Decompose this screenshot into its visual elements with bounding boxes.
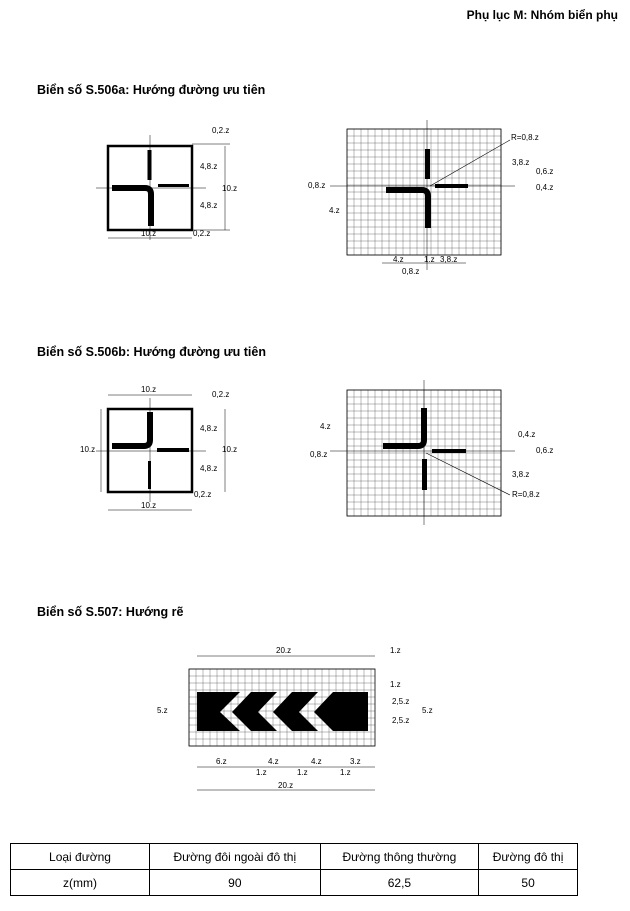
z-value-table bbox=[10, 843, 578, 896]
dim-label: 10.z bbox=[141, 501, 157, 510]
sign-s507-title: Biển số S.507: Hướng rẽ bbox=[37, 605, 184, 619]
dim-label: 3,8.z bbox=[512, 470, 530, 479]
table-header-cell: Đường đô thị bbox=[479, 844, 578, 870]
dim-label: 20.z bbox=[276, 646, 292, 655]
sign-s506a-symbol bbox=[330, 120, 515, 270]
dim-label: 0,8.z bbox=[402, 267, 420, 276]
dim-label: 1.z bbox=[256, 768, 267, 777]
table-header-cell: Loại đường bbox=[11, 844, 150, 870]
dim-label: 0,6.z bbox=[536, 446, 554, 455]
dim-label: 6.z bbox=[216, 757, 227, 766]
dim-label: 0,2.z bbox=[194, 490, 212, 499]
dim-label: 2,5.z bbox=[392, 716, 410, 725]
table-header-cell: Đường thông thường bbox=[320, 844, 479, 870]
table-row bbox=[11, 844, 578, 870]
dim-label: 10.z bbox=[222, 445, 238, 454]
dim-label: 5.z bbox=[422, 706, 433, 715]
dim-label: 1.z bbox=[340, 768, 351, 777]
dim-label: 4.z bbox=[393, 255, 404, 264]
dim-label: R=0,8.z bbox=[512, 490, 540, 499]
dim-label: 1.z bbox=[390, 680, 401, 689]
dim-label: 0,2.z bbox=[212, 126, 230, 135]
appendix-title: Phụ lục M: Nhóm biển phụ bbox=[466, 8, 618, 22]
dim-label: 2,5.z bbox=[392, 697, 410, 706]
dim-label: 4.z bbox=[329, 206, 340, 215]
dim-label: 0,8.z bbox=[308, 181, 326, 190]
dim-label: 4,8.z bbox=[200, 201, 218, 210]
dim-label: 4.z bbox=[268, 757, 279, 766]
dim-label: 20.z bbox=[278, 781, 294, 790]
sign-s506b-symbol bbox=[330, 380, 515, 525]
dim-label: 3,8.z bbox=[440, 255, 458, 264]
table-row bbox=[11, 870, 578, 896]
dim-label: 0,2.z bbox=[193, 229, 211, 238]
table-cell: 50 bbox=[479, 870, 578, 896]
dim-label: 10.z bbox=[222, 184, 238, 193]
dim-label: 10.z bbox=[141, 229, 157, 238]
dim-label: 0,8.z bbox=[310, 450, 328, 459]
sign-s506b-title: Biển số S.506b: Hướng đường ưu tiên bbox=[37, 345, 266, 359]
dim-label: 3,8.z bbox=[512, 158, 530, 167]
dim-label: 4.z bbox=[320, 422, 331, 431]
dim-label: 0,2.z bbox=[212, 390, 230, 399]
dim-label: 4.z bbox=[311, 757, 322, 766]
dim-label: 5.z bbox=[157, 706, 168, 715]
dim-label: 0,4.z bbox=[536, 183, 554, 192]
table-cell: 62,5 bbox=[320, 870, 479, 896]
dim-label: 0,6.z bbox=[536, 167, 554, 176]
dim-label: 1.z bbox=[297, 768, 308, 777]
dim-label: 4,8.z bbox=[200, 424, 218, 433]
table-header-cell: Đường đôi ngoài đô thị bbox=[150, 844, 321, 870]
dim-label: 1.z bbox=[390, 646, 401, 655]
table-cell: z(mm) bbox=[11, 870, 150, 896]
dim-label: 3.z bbox=[350, 757, 361, 766]
sign-s506a-title: Biển số S.506a: Hướng đường ưu tiên bbox=[37, 83, 266, 97]
table-cell: 90 bbox=[150, 870, 321, 896]
dim-label: 4,8.z bbox=[200, 162, 218, 171]
dim-label: 10.z bbox=[141, 385, 157, 394]
dim-label: 1.z bbox=[424, 255, 435, 264]
dim-label: 0,4.z bbox=[518, 430, 536, 439]
sign-s506a-shape bbox=[96, 135, 230, 240]
dim-label: 4,8.z bbox=[200, 464, 218, 473]
dim-label: R=0,8.z bbox=[511, 133, 539, 142]
dim-label: 10.z bbox=[80, 445, 96, 454]
